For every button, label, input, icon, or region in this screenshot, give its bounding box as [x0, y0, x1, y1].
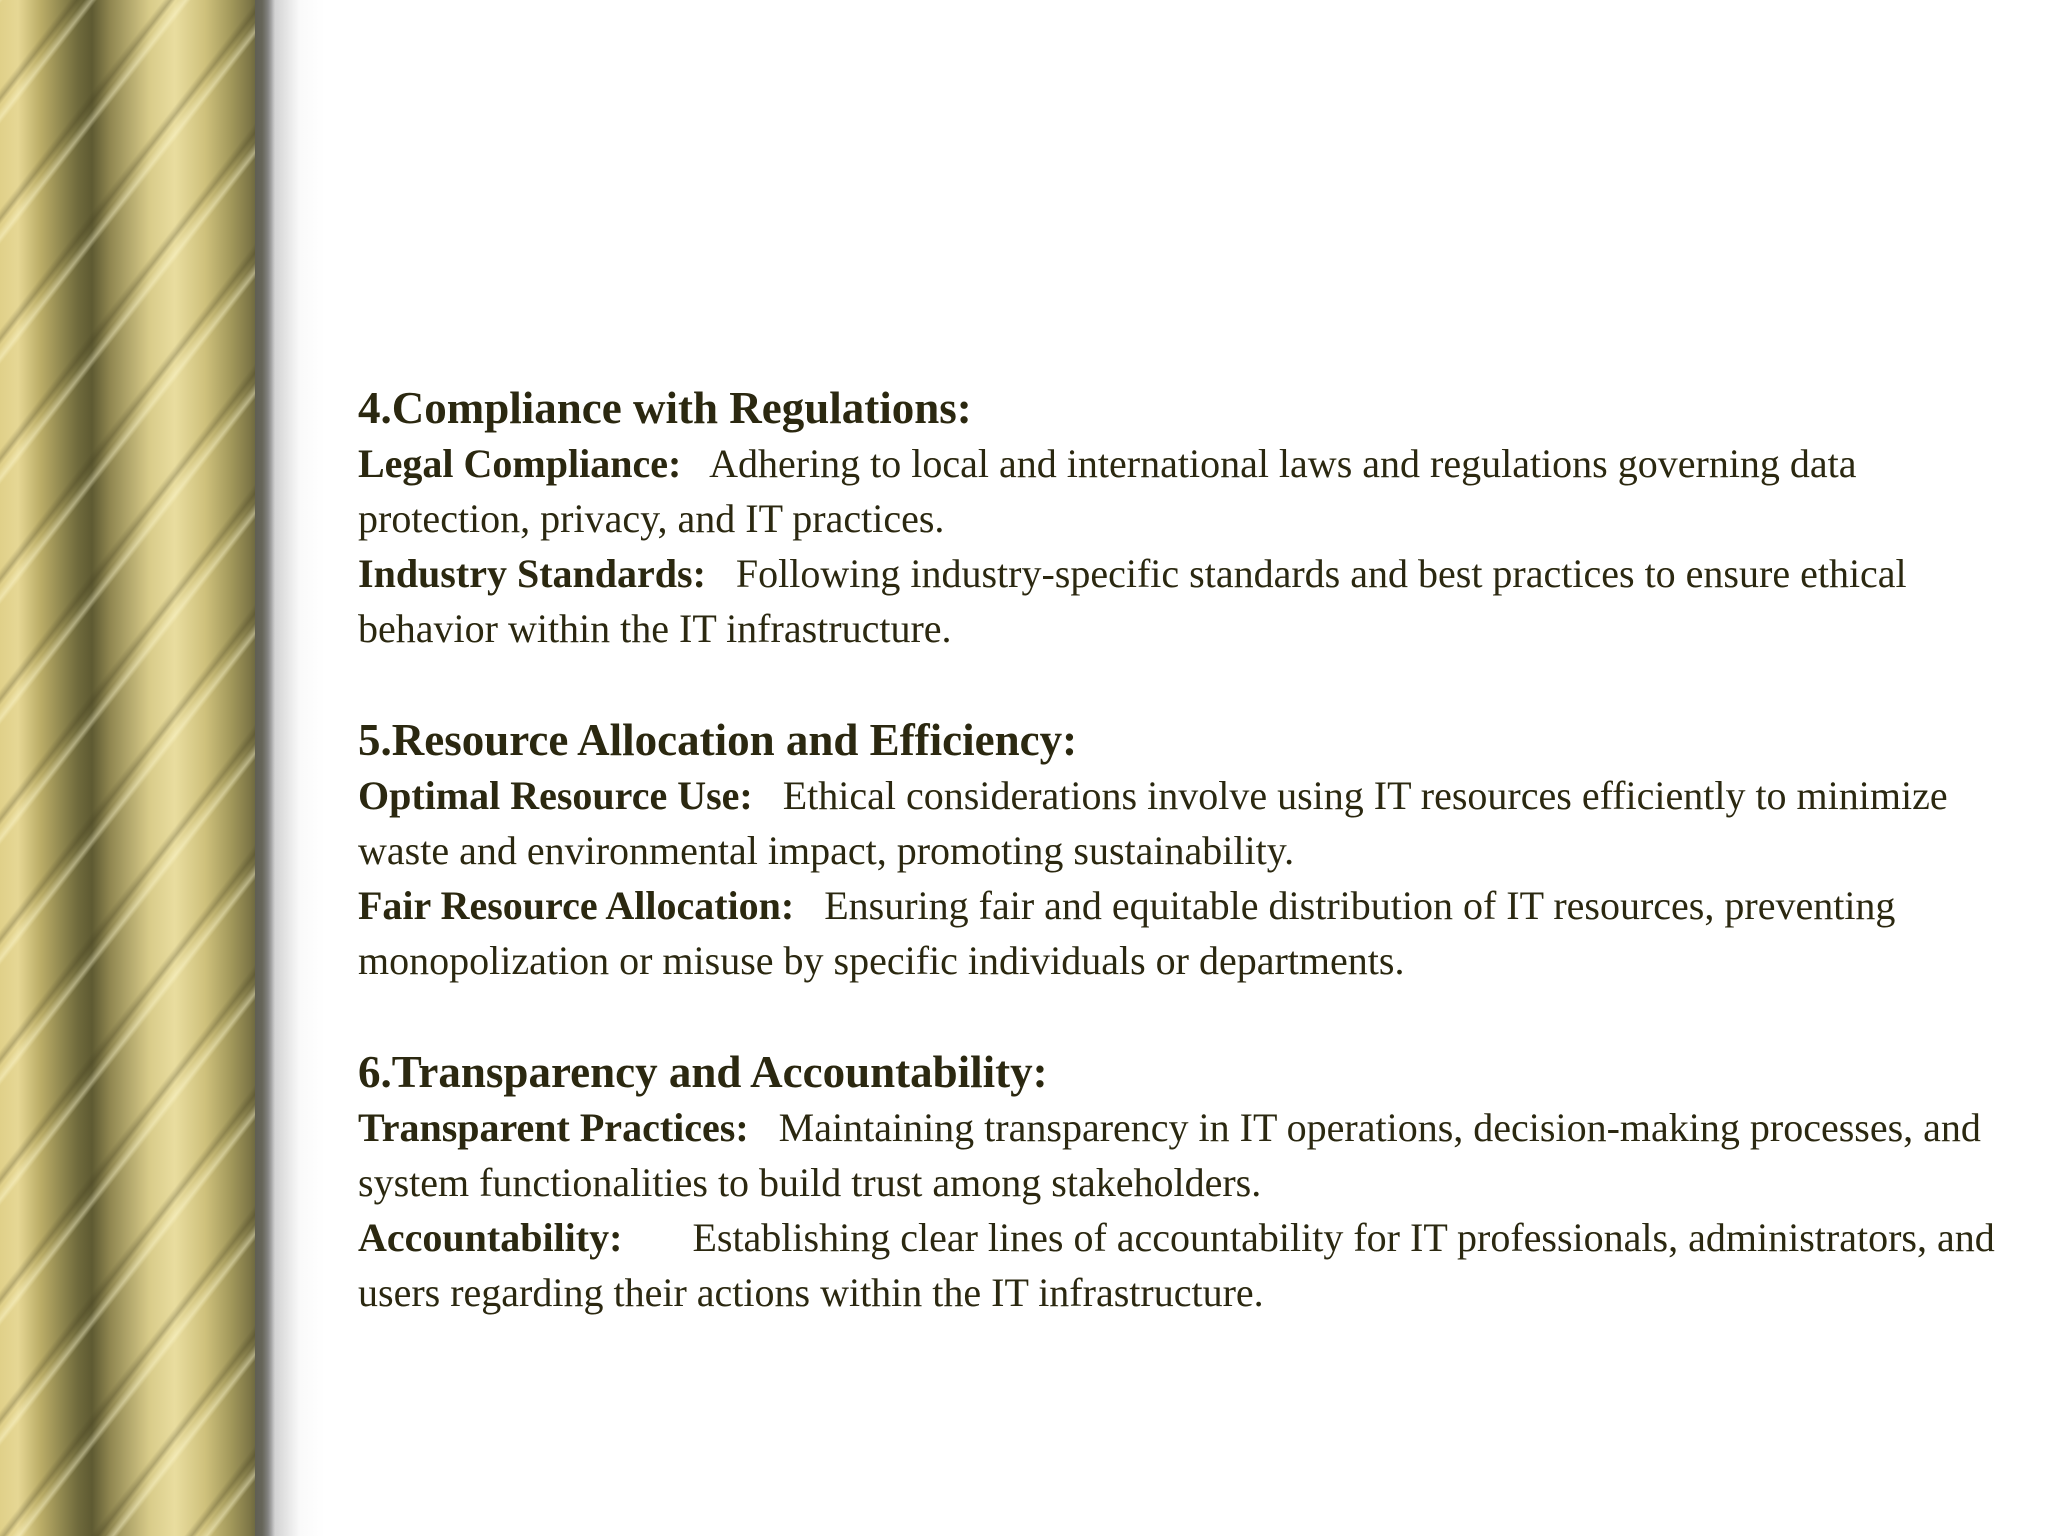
- item-text: Maintaining transparency in IT operations, decision-making processes, and system functionalities to build trust among stakeholders.: [358, 1105, 1981, 1205]
- item-term: Fair Resource Allocation:: [358, 883, 795, 928]
- section-resource-allocation: [358, 712, 2018, 988]
- item-gap: [749, 1105, 779, 1150]
- section-transparency: [358, 1044, 2018, 1320]
- bullet-fair-resource-allocation: [358, 878, 2018, 988]
- bullet-optimal-resource-use: [358, 768, 2018, 878]
- section-heading: 6.Transparency and Accountability:: [358, 1047, 1048, 1097]
- item-term: Industry Standards:: [358, 551, 706, 596]
- slide-body: [358, 380, 2018, 1376]
- bullet-accountability: [358, 1210, 2018, 1320]
- bullet-legal-compliance: [358, 436, 2018, 546]
- item-text: Establishing clear lines of accountability for IT professionals, administrators, and users regarding their actions within the IT infrastructure.: [358, 1215, 1995, 1315]
- item-term: Transparent Practices:: [358, 1105, 749, 1150]
- item-gap: [753, 773, 783, 818]
- bullet-transparent-practices: [358, 1100, 2018, 1210]
- pillar-stripe-pattern: [0, 0, 255, 1536]
- item-term: Optimal Resource Use:: [358, 773, 753, 818]
- section-heading: 4.Compliance with Regulations:: [358, 383, 972, 433]
- item-term: Legal Compliance:: [358, 441, 682, 486]
- item-text: Following industry-specific standards and best practices to ensure ethical behavior within the IT infrastructure.: [358, 551, 1907, 651]
- item-gap: [622, 1215, 692, 1260]
- item-gap: [794, 883, 824, 928]
- pillar-shadow: [255, 0, 325, 1536]
- item-term: Accountability:: [358, 1215, 623, 1260]
- item-text: Adhering to local and international laws and regulations governing data protection, privacy, and IT practices.: [358, 441, 1857, 541]
- bullet-industry-standards: [358, 546, 2018, 656]
- item-text: Ethical considerations involve using IT resources efficiently to minimize waste and environmental impact, promoting sustainability.: [358, 773, 1948, 873]
- section-compliance: [358, 380, 2018, 656]
- item-text: Ensuring fair and equitable distribution of IT resources, preventing monopolization or misuse by specific individuals or departments.: [358, 883, 1896, 983]
- item-gap: [681, 441, 709, 486]
- section-heading: 5.Resource Allocation and Efficiency:: [358, 715, 1078, 765]
- item-gap: [706, 551, 736, 596]
